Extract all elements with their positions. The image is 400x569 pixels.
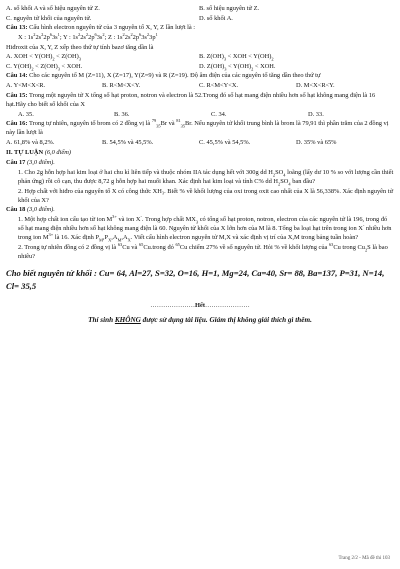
page-footer: Trang 2/2 - Mã đề thi 103 [338, 556, 390, 561]
question-text: Cấu hình electron nguyên tử của 3 nguyên tố X, Y, Z lần lượt là : [29, 24, 196, 32]
option-d: D. M<X<R<Y. [296, 82, 335, 90]
option-b: B. R<M<X<Y. [102, 82, 141, 90]
option-a: A. Y<M<X<R. [6, 82, 46, 90]
option-a: A. số khối A và số hiệu nguyên tử Z. [6, 5, 100, 12]
question-label: Câu 13: [6, 24, 28, 32]
question-label: Câu 16: [6, 120, 28, 128]
question-18-part-2: 2. Trong tự nhiên đồng có 2 đồng vị là $^{63}$Cu và $^{65}$Cu.trong đó $^{65}$Cu chiếm 27% về số nguyên tử. Hỏi % về khối lượng của $^{63}$Cu trong $Cu_2S$ là bao nhiêu? [18, 241, 388, 261]
question-18-part-1: 1. Một hợp chất ion cấu tạo từ ion $M^{3+}$ và ion X-. Trong hợp chất $MX_3$ có tổng số hạt proton, notron, electron của các nguyên tử là 196, trong đó số hạt mang điện nhiều hơn số hạt không mang điện là 60. Nguyên tử khối của X lớn hơn của M là 8. Tổng ba loại hạt trên trong ion X- nhiều hơn trong ion $M^{3+}$ là 16. Xác định $P_M,P_X,A_M,A_X$. Viết cấu hình electron nguyên tử M,X và xác định vị trí của X,M trong bảng tuần hoàn? [18, 213, 392, 243]
options-row [6, 110, 394, 120]
option-c: C. nguyên tử khối của nguyên tử. [6, 14, 92, 22]
question-label: Câu 14: [6, 72, 28, 80]
atomic-masses: Cho biết nguyên tử khối : Cu= 64, Al=27, S=32, O=16, H=1, Mg=24, Ca=40, Sr= 88, Ba=137, P=31, N=14, Cl= 35,5 [6, 268, 385, 291]
option-d: D. số khối A. [199, 14, 233, 22]
option-b: B. số hiệu nguyên tử Z. [199, 5, 260, 12]
option-a: A. XOH < $Y(OH)_2 < Z(OH)_3$ [6, 53, 81, 62]
question-13-stem: Hiđroxit của X, Y, Z xếp theo thứ tự tính bazơ tăng dần là [6, 43, 154, 51]
options-row [6, 81, 394, 91]
options-row [6, 52, 394, 62]
option-c: C. 34. [211, 110, 227, 118]
option-c: C. R<M<Y<X. [199, 82, 239, 90]
question-14 [6, 71, 394, 80]
config-line: X : $1s^22s^22p^63s^1$; Y : $1s^22s^22p^63s^2$; Z : $1s^22s^22p^63s^23p^1$ [18, 31, 158, 41]
question-18: Câu 18 (3,0 điểm). [6, 206, 55, 214]
options-row [6, 138, 394, 148]
document-page [6, 4, 394, 332]
option-a: A. 61,8% và 8,2%. [6, 138, 55, 146]
question-text: Cho các nguyên tố M (Z=11), X (Z=17), Y(Z=9) và R (Z=19). Độ âm điện của các nguyên tố tăng dần theo thứ tự [29, 72, 321, 80]
question-15 [6, 91, 394, 109]
option-c: C. $Y(OH)_2 < Z(OH)_3$ < XOH. [6, 62, 83, 72]
options-row [6, 4, 394, 14]
exam-note: Thí sinh KHÔNG được sử dụng tài liệu. Giám thị không giải thích gì thêm. [88, 316, 312, 325]
question-label: Câu 15: [6, 91, 28, 99]
option-d: D. 35% và 65% [296, 138, 337, 146]
question-text: Trong một nguyên tử X tổng số hạt proton, notron và electron là 52.Trong đó số hạt mang điện nhiều hơn số hạt không mang điện là 16 hạt.Hãy cho biết số khối của X [6, 91, 376, 108]
option-b: B. 54,5% và 45,5%. [102, 138, 154, 146]
option-d: D. 33. [308, 110, 324, 118]
option-a: A. 35. [18, 110, 34, 118]
option-b: B. $Z(OH)_3$ < XOH < $Y(OH)_2$ [199, 53, 274, 62]
question-16: Câu 16: Trong tự nhiên, nguyên tố brom có 2 đồng vị là $^{79}_{35}$Br và $^{81}_{35}$Br. Nếu nguyên tử khối trung bình là brom là 79,91 thì phần trăm của 2 đồng vị này lần lượt là [6, 117, 389, 137]
options-row [6, 62, 394, 72]
question-17-part-1: 1. Cho 2g hỗn hợp hai kim loại ở hai chu kì liên tiếp và thuộc nhóm IIA tác dụng hết với 300g dd $H_2SO_4$ loãng (lấy dư 10 % so với lượng cần thiết phản ứng) rồi cô cạn, thu được 8,72 g hỗn hợp hai muối khan. Xác định hai kim loại và tính C% dd $H_2SO_4$ ban đầu? [18, 168, 394, 187]
question-13 [6, 23, 394, 32]
question-17-part-2: 2. Hợp chất với hiđro của nguyên tố X có công thức XH₃. Biết % về khối lượng của oxi trong oxit cao nhất của X là 56,338%. Xác định nguyên tử khối của X? [18, 187, 394, 204]
end-marker: …………………Hết………………… [150, 301, 250, 309]
question-17: Câu 17 (3,0 điểm). [6, 159, 55, 167]
option-d: D. $Z(OH)_3 < Y(OH)_2$ < XOH. [199, 62, 276, 72]
option-b: B. 36. [114, 110, 130, 118]
section-heading: II. TỰ LUẬN (6,0 điểm) [6, 149, 71, 157]
option-c: C. 45,5% và 54,5%. [199, 138, 251, 146]
options-row [6, 14, 394, 24]
